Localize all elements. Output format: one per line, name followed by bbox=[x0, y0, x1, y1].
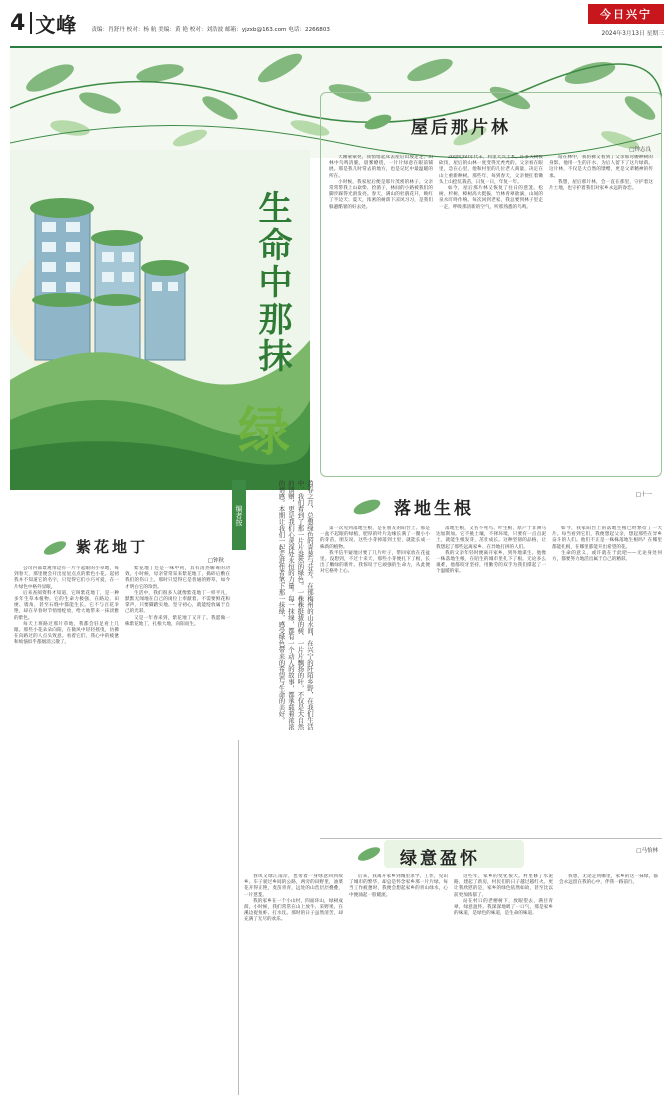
feature-title: 生命中那抹 bbox=[252, 190, 292, 375]
article-column: 第一次见到落地生根，是在朋友的阳台上。那是一盆不起眼的绿植，肥厚的叶片边缘长满了一圈小小的芽苗，朋友说，这些小芽掉落到土里，就能长成一株新的植物。 我半信半疑地讨要了几片叶子，带回家放在花盆里。没想到，不过十来天，那些小芽便扎下了根，长出了嫩绿的新叶。我惊叹于它顽强的生命力，从此便对它格外上心。 bbox=[320, 526, 430, 575]
article-body bbox=[14, 566, 230, 1090]
article-column: 站在林中，我仿佛又看到了父亲那弯腰种树的身影。他用一生的汗水，为后人留下了这片绿荫。这片林，不仅是大自然的馈赠，更是父辈精神的传承。 我想，屋后那片林，会一直在那里，守护着这片土地，也守护着我们对家乡永远的眷恋。 bbox=[549, 155, 653, 192]
article-column: 如今，我家阳台上的落地生根已经繁衍了一大片。每当看到它们，我便想起父亲，想起那些在异乡奋斗的人们。他们不正是一株株落地生根吗？在哪里都能扎根，在哪里都能开出希望的花。 生命的意义，或许就在于此吧——无论身处何方，都要努力地活出属于自己的精彩。 bbox=[552, 526, 662, 563]
editor-note: 盈春之月，总想绿色的青葱与芬芳。在那梅州的山水间，在兴宁的阡陌乡野，在我们生活中，我们看到了那一片片盎然的绿色。一株株挺拔的树、一片片飘扬的叶，不仅是大自然的馈赠，更是我们心灵深处永恒的力量。每一抹绿，都有一个动人的故事，都承载着浓浓的情感。本期让我们一起走进作者笔下那一抹绿，感受绿色带来的希望与生命的美好。 bbox=[277, 480, 314, 730]
section-title: 文峰 bbox=[35, 12, 78, 37]
header-credits: 责编：肖舒丹 校对：杨 航 美编：黄 艳 校对：刘浩波 邮箱：yjzxb@163.com 电话：2266803 bbox=[91, 27, 330, 33]
article-luodi bbox=[320, 480, 662, 840]
article-column: 春风又绿江南岸，也带着一身绿意回到故乡。车子驶过乡间的公路，两旁的田野里，油菜花开得正艳，麦苗青青，远处的山峦层层叠叠，一片葱茏。 我的家乡在一个小山村，四面环山，绿树成荫。小时候，我们常常在山上放牛、采野果，在溪边捉鱼虾、打水仗。那时的日子虽然清苦，却充满了无尽的欢乐。 bbox=[244, 874, 343, 923]
article-title: 紫花地丁 bbox=[76, 538, 149, 556]
article-column: 20世纪60年代末，村里大兴土木，许多大树被砍伐，屋后的山林一度变得光秃秃的。父亲看在眼里，急在心里，他和村里的几位老人商量，决定在山上重新种树。那些年，每到春天，父亲便扛着锄头上山挖坑栽苗，日复一日，年复一年。 如今，屋后那片林又恢复了往日的葱茏。松树、杉树、樟树高大挺拔，竹林青翠欲滴，山间的泉水叮咚作响。每次回到老家，我总要到林子里走一走，呼吸那清新的空气，听那熟悉的鸟鸣。 bbox=[439, 155, 543, 210]
article-body bbox=[320, 526, 662, 826]
article-column: 公司内部景观带边有一片不起眼的小草地，每到春天，那里便会开出星星点点的紫色小花。起初我并不知道它的名字，只觉得它们小巧可爱，在一片绿色中格外显眼。 后来查阅资料才知道，它叫紫花地丁，是一种多年生草本植物。它的生命力极强，在路边、田埂、墙角，甚至石缝中都能生长。它不与百花争艳，却在早春时节悄悄绽放，给大地带来一抹淡雅的紫色。 每天上班路过那片草地，我都会驻足看上几眼。那些小花朵朵向阳，在微风中轻轻摇曳，仿佛在向路过的人点头致意。看着它们，我心中的疲惫和烦恼似乎都烟消云散了。 bbox=[14, 566, 119, 646]
editor-tag: 编者按 bbox=[232, 480, 246, 550]
article-body bbox=[329, 155, 655, 473]
article-title: 绿意盈怀 bbox=[400, 849, 480, 869]
leaf-ornament-icon bbox=[350, 496, 384, 518]
leaf-ornament-icon bbox=[354, 844, 384, 864]
article-column: 紫花地丁还是一味中药，具有清热解毒的功效。小时候，母亲常常采来紫花地丁，捣碎后敷在我们的伤口上。那时只觉得它是普通的野草，如今才明白它的珍贵。 生活中，我们很多人就像紫花地丁一样平凡，默默无闻地在自己的岗位上奉献着。不需要鲜花和掌声，只要脚踏实地、坚守初心，就能绽放属于自己的光彩。 又是一年春来到，紫花地丁又开了。我愿做一株紫花地丁，扎根大地，向阳而生。 bbox=[125, 566, 230, 627]
page-number: 4 bbox=[10, 10, 26, 36]
feature-title-green: 绿 bbox=[238, 402, 291, 463]
article-title: 落地生根 bbox=[394, 499, 474, 519]
feature-panel bbox=[10, 150, 310, 490]
article-author: □钟秋 bbox=[207, 558, 224, 564]
article-body bbox=[244, 874, 662, 1092]
article-author: □马怡林 bbox=[636, 848, 658, 854]
article-zihua bbox=[10, 520, 232, 1100]
article-author: □十一 bbox=[635, 492, 652, 498]
column-divider bbox=[238, 740, 239, 1095]
leaf-ornament-icon bbox=[361, 111, 395, 133]
article-column: 落地生根，又名不死鸟、叶生根，原产于非洲马达加斯加。它不挑土壤，不择环境，只要有一点点泥土，就能生根发芽，茁壮成长。这种坚韧的品格，让我想起了那些远离家乡、在异地打拼的人们。 我的父亲年轻时便离开家乡，到外地谋生。他像一株落地生根，在陌生的城市里扎下了根。无论多么艰难，他都咬牙坚持，用勤劳的双手为我们撑起了一个温暖的家。 bbox=[436, 526, 546, 575]
article-wuhou bbox=[320, 92, 662, 477]
row-divider bbox=[320, 838, 662, 839]
article-column: 我想，无论走到哪里，家乡的这一抹绿，都会永远留在我的心中，伴我一路前行。 bbox=[559, 874, 658, 886]
article-lvyi bbox=[244, 840, 662, 1095]
article-column: 这些年，家乡的变化很大。村里修了水泥路，建起了新房，村民们的日子越过越红火。更让我欣慰的是，家乡的绿色依然如故，甚至比以前更加浓郁了。 站在村口的老榕树下，放眼望去，满目青翠，绿意盈怀。我深深地吸了一口气，那是家乡的味道，是绿色的味道，是生命的味道。 bbox=[454, 874, 553, 917]
article-column: 后来，我离开家乡到城里求学、工作，见识了城市的繁华，却总是怀念家乡那一片片绿。每当工作疲惫时，我便会想起家乡的青山绿水，心中便涌起一股暖流。 bbox=[349, 874, 448, 898]
article-column: 天刚蒙蒙亮，我悄悄起床去屋后山坡走走。山林中鸟鸣清脆，晨雾缭绕，一片片绿意在眼前铺展。那是我儿时常去的地方，也是记忆中最温暖的所在。 小时候，我家屋后便是那片茂密的林子。父亲常常带我上山砍柴、捡菌子，林间的小路被我们的脚步踩得光滑发亮。春天，满山的杜鹃花开，映红了半边天；夏天，浓密的树荫下凉风习习，是我们躲避酷暑的好去处。 bbox=[329, 155, 433, 210]
article-title: 屋后那片林 bbox=[411, 118, 511, 138]
leaf-ornament-icon bbox=[40, 538, 70, 558]
issue-date: 2024年3月13日 星期三 bbox=[601, 31, 664, 37]
header-divider bbox=[30, 12, 32, 34]
newspaper-logo: 今日兴宁 bbox=[588, 4, 664, 24]
article-author: □钟志良 bbox=[629, 147, 651, 153]
page-header bbox=[10, 0, 662, 46]
